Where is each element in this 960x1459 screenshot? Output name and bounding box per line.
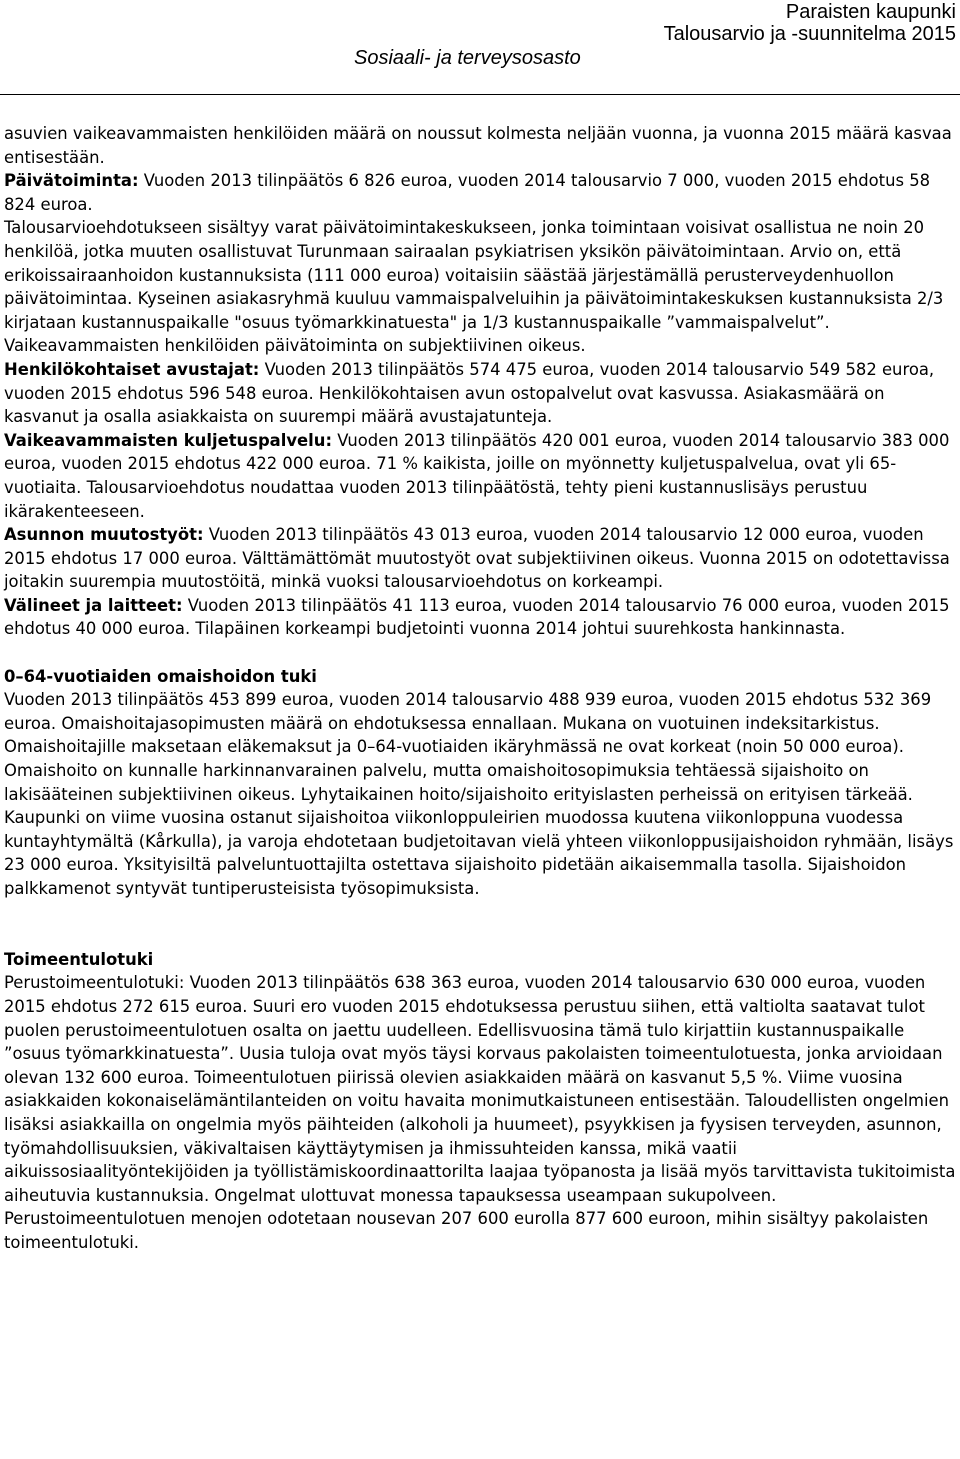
label-paivatoiminta: Päivätoiminta:	[4, 171, 139, 191]
text-muutostyot: Vuoden 2013 tilinpäätös 43 013 euroa, vuoden 2014 talousarvio 12 000 euroa, vuoden 2015 ehdotus 17 000 euroa. Välttämättömät muutostyöt ovat subjektiivinen oikeus. Vuonna 2015 on odotettavissa joitakin suurempia muutostöitä, minkä vuoksi talousarvioehdotus on korkeampi.	[4, 525, 950, 592]
heading-omaishoidon-tuki: 0–64-vuotiaiden omaishoidon tuki	[4, 666, 317, 686]
paragraph-paivatoiminta	[4, 169, 960, 216]
header-rule	[0, 94, 960, 95]
text-avustajat: Vuoden 2013 tilinpäätös 574 475 euroa, vuoden 2014 talousarvio 549 582 euroa, vuoden 2015 ehdotus 596 548 euroa. Henkilökohtaisen avun ostopalvelut ovat kasvussa. Asiakasmäärä on kasvanut ja osalla asiakkaista on suurempi määrä avustajatunteja.	[4, 359, 935, 427]
label-muutostyot: Asunnon muutostyöt:	[4, 525, 204, 545]
label-avustajat: Henkilökohtaiset avustajat:	[4, 359, 260, 379]
document-title: Talousarvio ja -suunnitelma 2015	[663, 23, 956, 45]
paragraph-valineet	[4, 594, 960, 641]
organization-name: Paraisten kaupunki	[785, 1, 956, 23]
spacer	[4, 641, 960, 665]
paragraph-omaishoidon-tuki: Vuoden 2013 tilinpäätös 453 899 euroa, vuoden 2014 talousarvio 488 939 euroa, vuoden 2015 ehdotus 532 369 euroa. Omaishoitajasopimusten määrä on ehdotuksessa ennallaan. Mukana on vuotuinen indeksitarkistus. Omaishoitajille maksetaan eläkemaksut ja 0–64-vuotiaiden ikäryhmässä ne ovat korkeat (noin 50 000 euroa). Omaishoito on kunnalle harkinnanvarainen palvelu, mutta omaishoitosopimuksia tehtäessä sijaishoito on lakisääteinen subjektiivinen oikeus. Lyhytaikainen hoito/sijaishoito erityislasten perheissä on erityisen tärkeää. Kaupunki on viime vuosina ostanut sijaishoitoa viikonloppuleirien muodossa kuutena viikonloppuna vuodessa kuntayhtymältä (Kårkulla), ja varoja ehdotetaan budjetoitavan vielä yhteen viikonloppusijaishoidon ryhmään, lisäys 23 000 euroa. Yksityisiltä palveluntuottajilta ostettava sijaishoito pidetään aikaisemmalla tasolla. Sijaishoidon palkkamenot syntyvät tuntiperusteisista työsopimuksista.	[4, 690, 954, 898]
document-body	[4, 122, 960, 1255]
text-kuljetuspalvelu: Vuoden 2013 tilinpäätös 420 001 euroa, vuoden 2014 talousarvio 383 000 euroa, vuoden 2015 ehdotus 422 000 euroa. 71 % kaikista, joille on myönnetty kuljetuspalvelua, ovat yli 65-vuotiaita. Talousarvioehdotus noudattaa vuoden 2013 tilinpäätöstä, tehty pieni kustannuslisäys perustuu ikärakenteeseen.	[4, 430, 950, 521]
paragraph-toimeentulotuki: Perustoimeentulotuki: Vuoden 2013 tilinpäätös 638 363 euroa, vuoden 2014 talousarvio 630 000 euroa, vuoden 2015 ehdotus 272 615 euroa. Suuri ero vuoden 2015 ehdotuksessa perustuu siihen, että valtiolta saatavat tulot puolen perustoimeentulotuen osalta on jaettu uudelleen. Edellisvuosina tämä tulo kirjattiin kustannuspaikalle ”osuus työmarkkinatuesta”. Uusia tuloja ovat myös täysi korvaus pakolaisten toimeentulotuesta, jonka arvioidaan olevan 132 600 euroa. Toimeentulotuen piirissä olevien asiakkaiden määrä on kasvanut 5,5 %. Viime vuosina asiakkaiden kokonaiselämäntilanteiden on voitu havaita monimutkaistuneen entisestään. Taloudellisten ongelmien lisäksi asiakkailla on ongelmia myös päihteiden (alkoholi ja huumeet), psyykkisen ja fyysisen terveyden, asunnon, työmahdollisuuksien, väkivaltaisen käyttäytymisen ja ihmissuhteiden kanssa, mikä vaatii aikuissosiaalityöntekijöiden ja työllistämiskoordinaattorilta laajaa työpanosta ja lisää myös tarvittavista tukitoimista aiheutuvia kustannuksia. Ongelmat ulottuvat monessa tapauksessa useampaan sukupolveen. Perustoimeentulotuen menojen odotetaan nousevan 207 600 eurolla 877 600 euroon, mihin sisältyy pakolaisten toimeentulotuki.	[4, 973, 956, 1252]
heading-toimeentulotuki: Toimeentulotuki	[4, 949, 154, 969]
text-paivatoiminta: Vuoden 2013 tilinpäätös 6 826 euroa, vuoden 2014 talousarvio 7 000, vuoden 2015 ehdotus 58 824 euroa.	[4, 171, 931, 214]
paragraph-talousarvioehdotus: Talousarvioehdotukseen sisältyy varat päivätoimintakeskukseen, jonka toimintaan voisivat osallistua ne noin 20 henkilöä, jotka muuten osallistuvat Turunmaan sairaalan psykiatrisen yksikön päivätoimintaan. Arvio on, että erikoissairaanhoidon kustannuksista (111 000 euroa) voitaisiin säästää järjestämällä perusterveydenhuollon päivätoimintaa. Kyseinen asiakasryhmä kuuluu vammaispalveluihin ja päivätoimintakeskuksen kustannuksista 2/3 kirjataan kustannuspaikalle "osuus työmarkkinatuesta" ja 1/3 kustannuspaikalle ”vammaispalvelut”. Vaikeavammaisten henkilöiden päivätoiminta on subjektiivinen oikeus.	[4, 218, 944, 356]
paragraph-avustajat	[4, 358, 960, 429]
page-header	[0, 0, 960, 96]
text-valineet: Vuoden 2013 tilinpäätös 41 113 euroa, vuoden 2014 talousarvio 76 000 euroa, vuoden 2015 ehdotus 40 000 euroa. Tilapäinen korkeampi budjetointi vuonna 2014 johtui suurehkosta hankinnasta.	[4, 595, 950, 639]
label-valineet: Välineet ja laitteet:	[4, 595, 183, 615]
label-kuljetuspalvelu: Vaikeavammaisten kuljetuspalvelu:	[4, 430, 333, 450]
spacer	[4, 901, 960, 948]
paragraph-muutostyot	[4, 523, 960, 594]
paragraph-kuljetuspalvelu	[4, 429, 960, 523]
department-name: Sosiaali- ja terveysosasto	[354, 47, 581, 69]
paragraph-intro: asuvien vaikeavammaisten henkilöiden määrä on noussut kolmesta neljään vuonna, ja vuonna 2015 määrä kasvaa entisestään.	[4, 124, 952, 167]
